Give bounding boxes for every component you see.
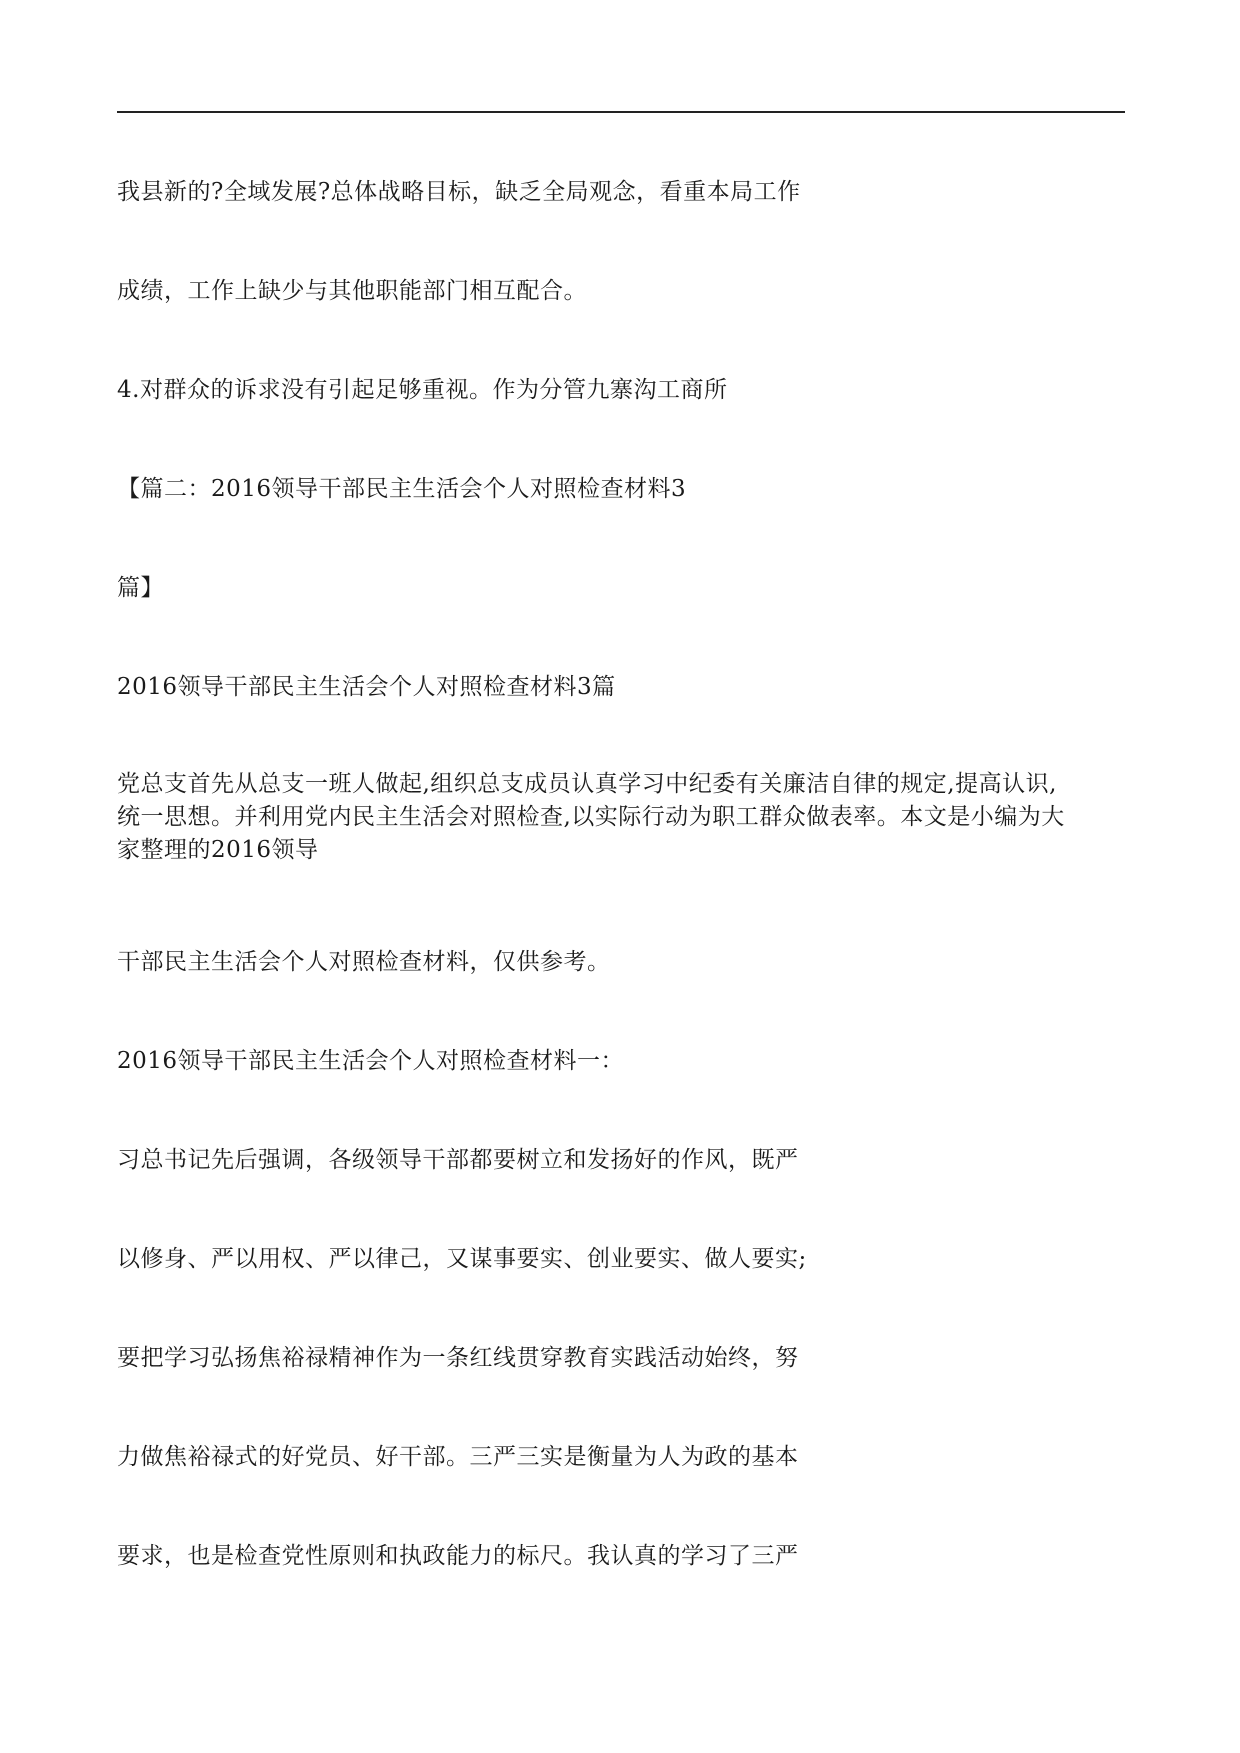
section-heading-line: 篇】 <box>117 575 164 601</box>
text-line: 要把学习弘扬焦裕禄精神作为一条红线贯穿教育实践活动始终，努 <box>117 1345 799 1371</box>
subtitle-line: 2016领导干部民主生活会个人对照检查材料3篇 <box>117 674 616 700</box>
text-line: 2016领导干部民主生活会个人对照检查材料一： <box>117 1048 625 1074</box>
section-heading-line: 【篇二：2016领导干部民主生活会个人对照检查材料3 <box>117 476 687 502</box>
text-line: 4.对群众的诉求没有引起足够重视。作为分管九寨沟工商所 <box>117 377 728 403</box>
intro-paragraph <box>117 768 1127 867</box>
paragraph-line: 统一思想。并利用党内民主生活会对照检查,以实际行动为职工群众做表率。本文是小编为大 <box>117 804 1065 830</box>
text-line: 习总书记先后强调，各级领导干部都要树立和发扬好的作风，既严 <box>117 1147 799 1173</box>
text-line: 干部民主生活会个人对照检查材料，仅供参考。 <box>117 949 611 975</box>
text-line: 成绩，工作上缺少与其他职能部门相互配合。 <box>117 278 587 304</box>
text-line: 以修身、严以用权、严以律己，又谋事要实、创业要实、做人要实; <box>117 1246 807 1272</box>
paragraph-line: 党总支首先从总支一班人做起,组织总支成员认真学习中纪委有关廉洁自律的规定,提高认识, <box>117 771 1057 797</box>
header-rule <box>117 111 1125 113</box>
paragraph-line: 家整理的2016领导 <box>117 837 319 863</box>
text-line: 力做焦裕禄式的好党员、好干部。三严三实是衡量为人为政的基本 <box>117 1444 799 1470</box>
text-line: 我县新的?全域发展?总体战略目标，缺乏全局观念，看重本局工作 <box>117 179 801 205</box>
text-line: 要求，也是检查党性原则和执政能力的标尺。我认真的学习了三严 <box>117 1543 799 1569</box>
